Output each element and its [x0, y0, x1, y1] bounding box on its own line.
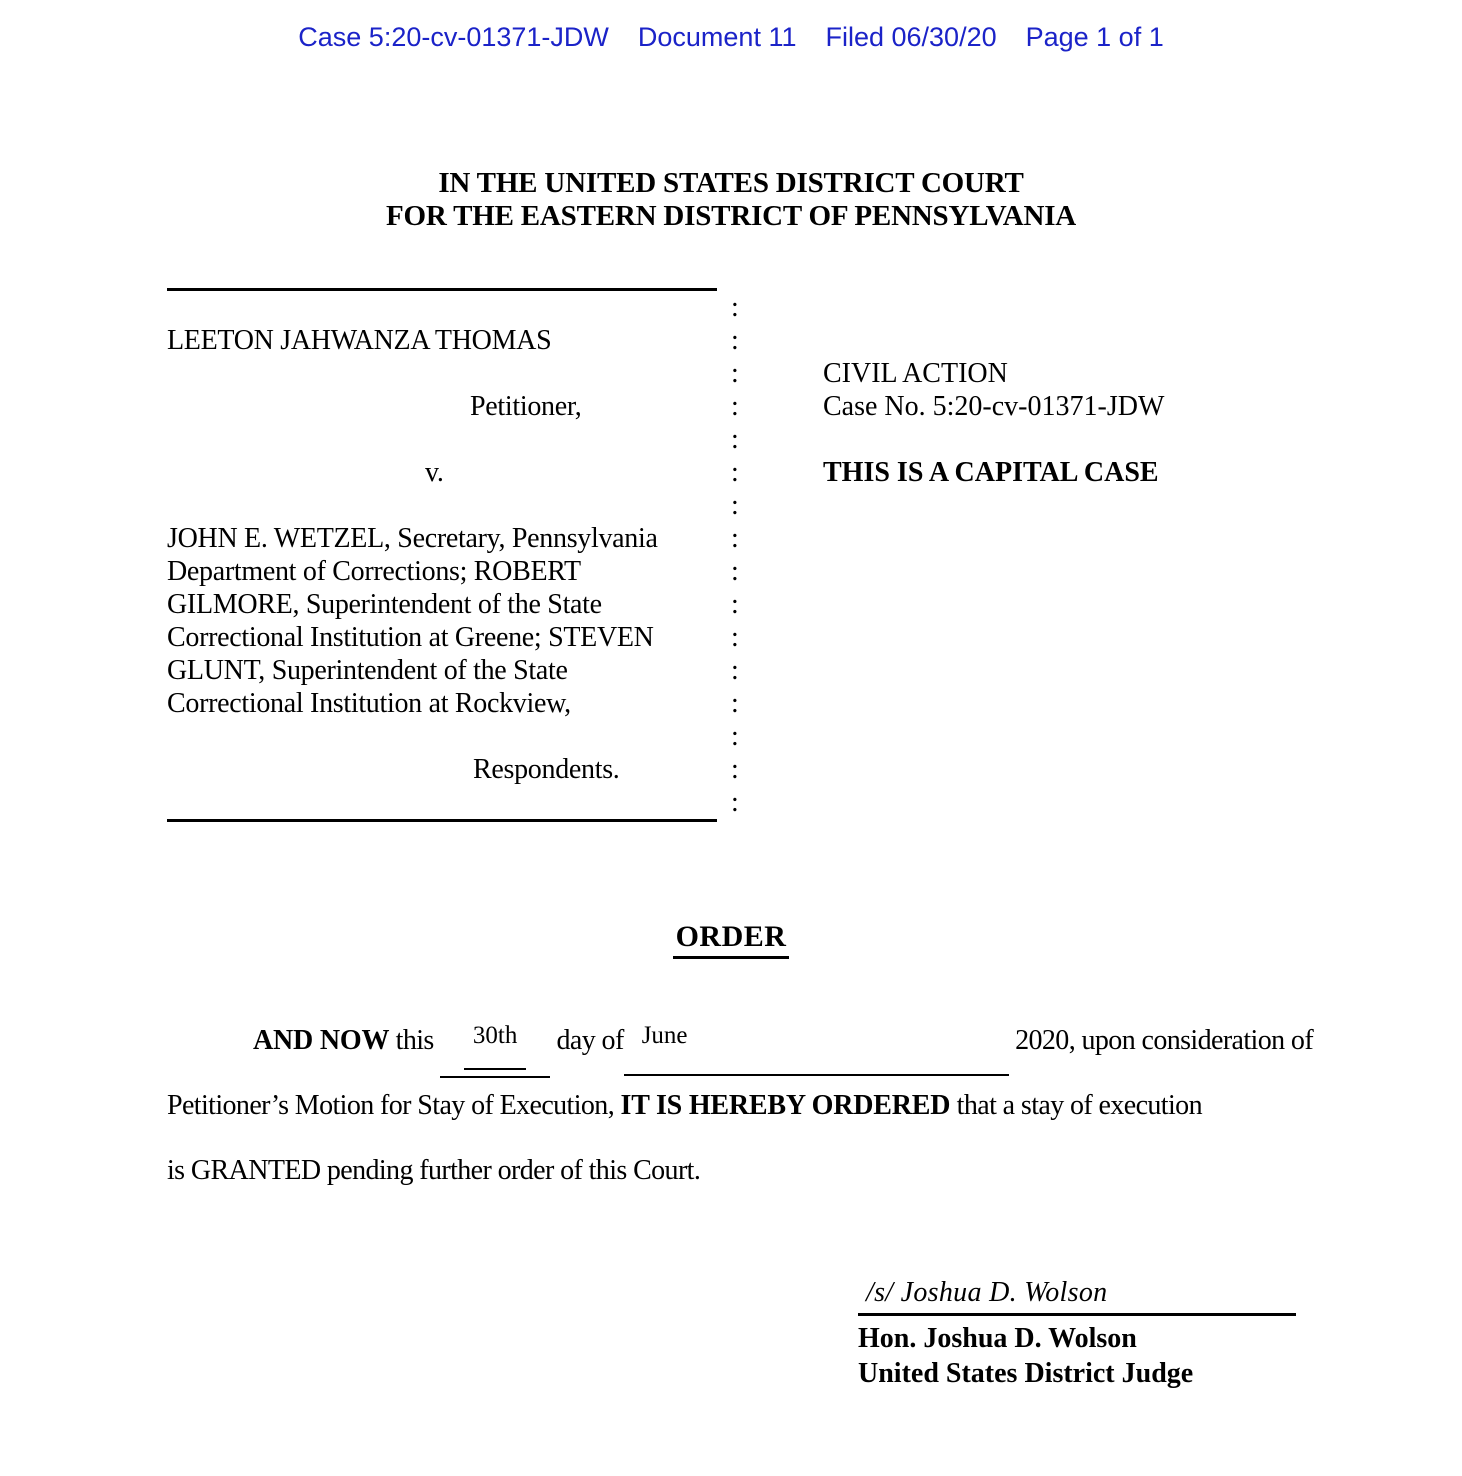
caption-right-blank	[823, 720, 1295, 753]
caption-bottom-rule	[167, 819, 717, 822]
hereby-ordered-text: IT IS HEREBY ORDERED	[620, 1090, 951, 1121]
judge-title: United States District Judge	[858, 1358, 1194, 1389]
court-heading-line2: FOR THE EASTERN DISTRICT OF PENNSYLVANIA	[385, 200, 1077, 232]
case-caption	[167, 288, 1295, 822]
order-heading: ORDER	[673, 920, 790, 959]
caption-left-blank	[167, 720, 717, 753]
order-line-2	[167, 1073, 1295, 1138]
civil-action-label: CIVIL ACTION	[823, 358, 1008, 389]
respondent-line: Correctional Institution at Rockview,	[167, 688, 571, 719]
caption-colon: :	[731, 490, 739, 521]
caption-left-blank	[167, 786, 717, 819]
caption-colon: :	[731, 325, 739, 356]
day-blank-field	[440, 1008, 550, 1078]
caption-colon: :	[731, 721, 739, 752]
stamp-case-number: Case 5:20-cv-01371-JDW	[298, 22, 609, 52]
respondent-line: GILMORE, Superintendent of the State	[167, 589, 602, 620]
caption-right-blank	[823, 588, 1295, 621]
caption-colon: :	[731, 622, 739, 653]
versus-label: v.	[425, 457, 444, 488]
case-number: Case No. 5:20-cv-01371-JDW	[823, 391, 1165, 422]
respondent-line: Department of Corrections; ROBERT	[167, 556, 581, 587]
month-blank-field	[624, 1008, 1009, 1076]
order-line1-day-of: day of	[550, 1025, 624, 1056]
order-heading-wrap	[0, 920, 1462, 959]
caption-colon: :	[731, 688, 739, 719]
stamp-document-number: Document 11	[637, 22, 797, 52]
order-line-3	[167, 1138, 1295, 1203]
caption-right-blank	[823, 654, 1295, 687]
day-blank-value: 30th	[464, 1003, 526, 1070]
caption-colon: :	[731, 556, 739, 587]
caption-grid	[167, 291, 1295, 819]
order-line3-text: is GRANTED pending further order of this Court.	[167, 1155, 701, 1186]
caption-colon: :	[731, 358, 739, 389]
capital-case-notice: THIS IS A CAPITAL CASE	[823, 457, 1159, 488]
caption-right-blank	[823, 489, 1295, 522]
respondent-line: JOHN E. WETZEL, Secretary, Pennsylvania	[167, 523, 658, 554]
petitioner-name: LEETON JAHWANZA THOMAS	[167, 325, 552, 356]
signature-rule	[858, 1313, 1296, 1316]
caption-colon: :	[731, 589, 739, 620]
caption-colon: :	[731, 787, 739, 818]
caption-left-blank	[167, 423, 717, 456]
stamp-filed-date: Filed 06/30/20	[825, 22, 997, 52]
order-line2-post: that a stay of execution	[950, 1090, 1202, 1121]
electronic-signature: /s/ Joshua D. Wolson	[866, 1277, 1108, 1308]
caption-right-blank	[823, 786, 1295, 819]
order-line2-pre: Petitioner’s Motion for Stay of Execution,	[167, 1090, 621, 1121]
caption-colon: :	[731, 754, 739, 785]
caption-right-blank	[823, 324, 1295, 357]
caption-right-blank	[823, 753, 1295, 786]
caption-colon: :	[731, 655, 739, 686]
caption-colon: :	[731, 292, 739, 323]
order-line1-rest: 2020, upon consideration of	[1008, 1025, 1314, 1056]
caption-right-blank	[823, 423, 1295, 456]
order-line-1	[167, 1008, 1314, 1073]
order-body	[167, 1008, 1314, 1203]
caption-colon: :	[731, 424, 739, 455]
stamp-page-number: Page 1 of 1	[1025, 22, 1164, 52]
caption-right-blank	[823, 291, 1295, 324]
caption-right-blank	[823, 687, 1295, 720]
court-heading	[0, 167, 1462, 233]
month-blank-value: June	[641, 1022, 688, 1049]
caption-colon: :	[731, 457, 739, 488]
caption-right-blank	[823, 621, 1295, 654]
caption-colon: :	[731, 523, 739, 554]
caption-left-blank	[167, 291, 717, 324]
caption-left-blank	[167, 489, 717, 522]
petitioner-label: Petitioner,	[470, 391, 582, 422]
ecf-stamp	[0, 22, 1462, 53]
judge-name: Hon. Joshua D. Wolson	[858, 1323, 1137, 1354]
caption-colon: :	[731, 391, 739, 422]
respondents-label: Respondents.	[473, 754, 620, 785]
caption-left-blank	[167, 357, 717, 390]
signature-block	[858, 1276, 1298, 1391]
order-line1-this: this	[389, 1025, 441, 1056]
respondent-line: GLUNT, Superintendent of the State	[167, 655, 568, 686]
caption-right-blank	[823, 522, 1295, 555]
and-now-text: AND NOW	[253, 1025, 390, 1056]
respondent-line: Correctional Institution at Greene; STEVEN	[167, 622, 654, 653]
caption-right-blank	[823, 555, 1295, 588]
court-heading-line1: IN THE UNITED STATES DISTRICT COURT	[438, 167, 1024, 199]
